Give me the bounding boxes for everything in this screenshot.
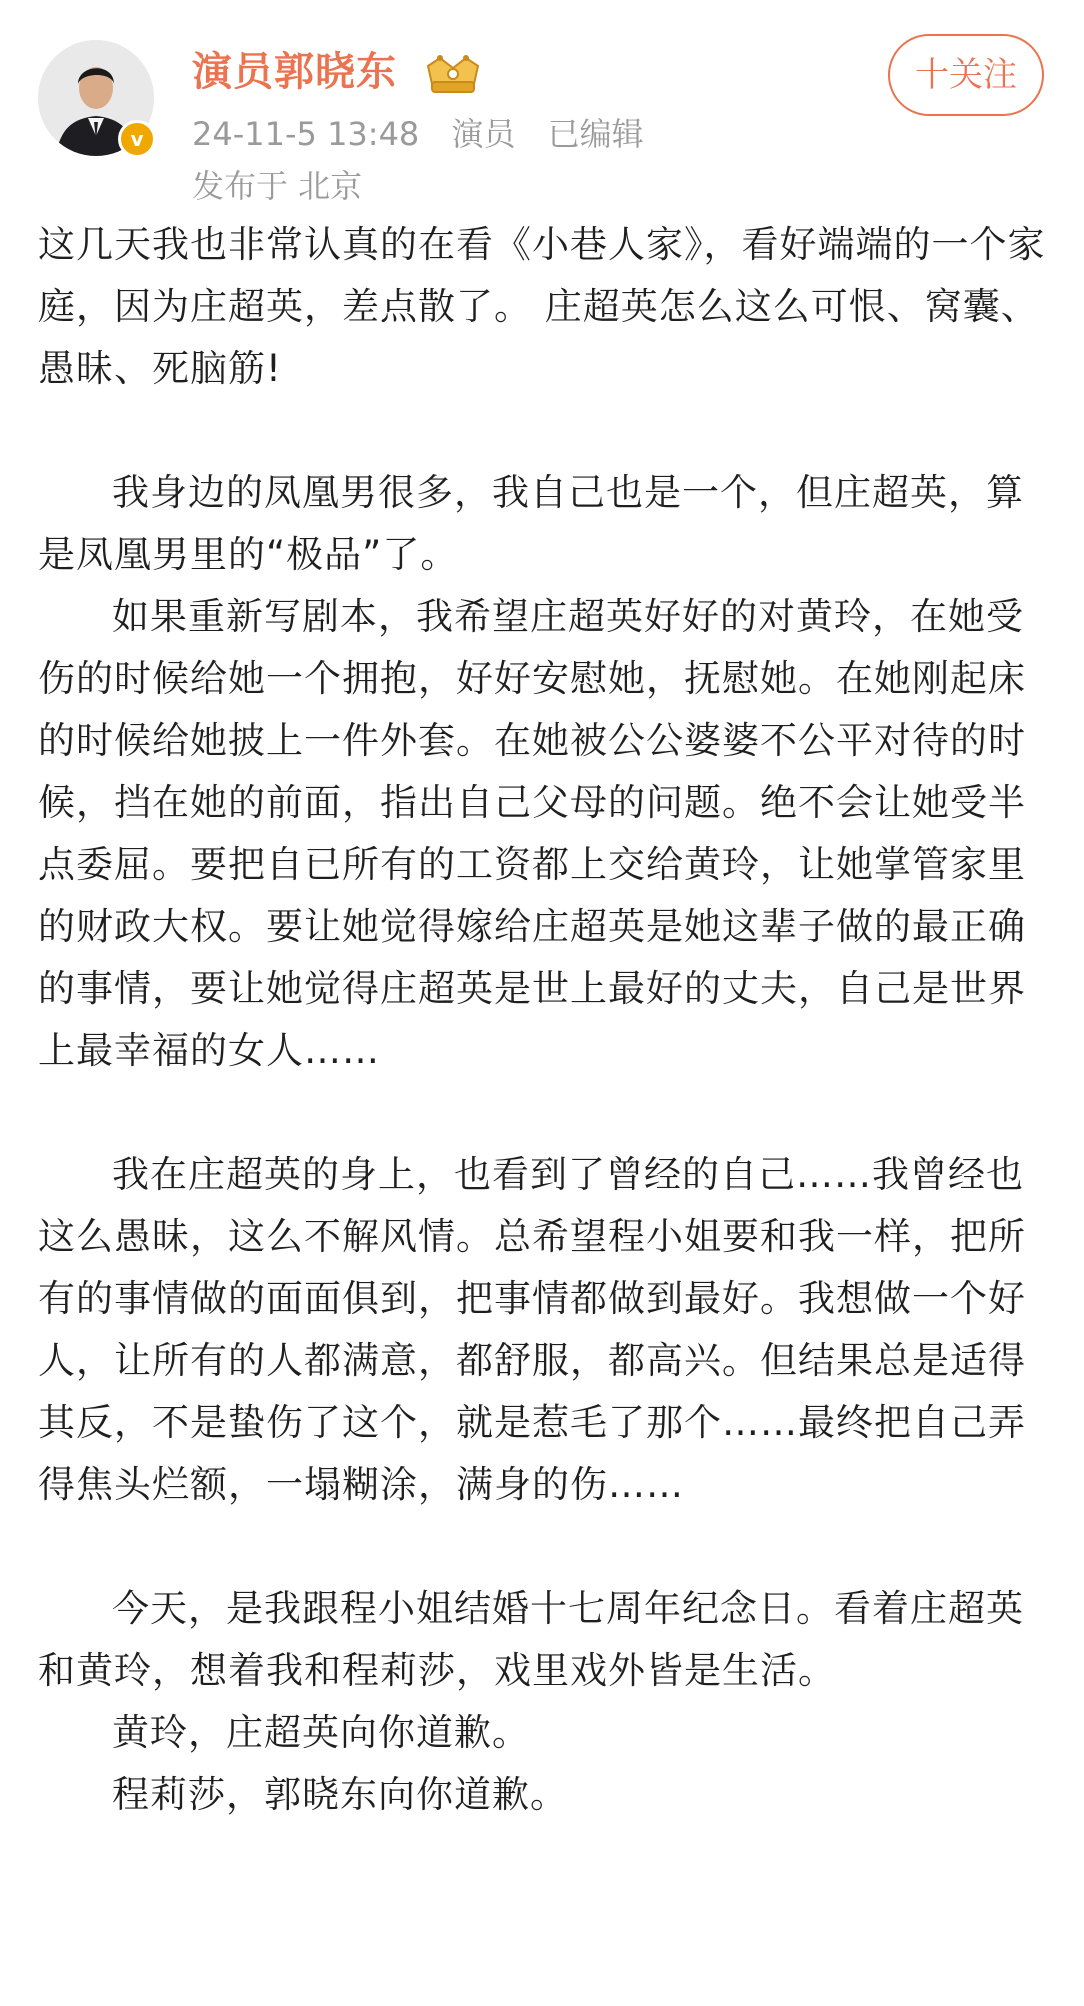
post-location: 发布于 北京 [192, 167, 363, 205]
edited-label[interactable]: 已编辑 [547, 115, 644, 153]
paragraph-spacer [38, 1082, 1048, 1144]
post-header [0, 0, 1084, 205]
paragraph-spacer [38, 400, 1048, 462]
post-paragraph: 我在庄超英的身上，也看到了曾经的自己……我曾经也这么愚昧，这么不解风情。总希望程小姐要和我一样，把所有的事情做的面面俱到，把事情都做到最好。我想做一个好人，让所有的人都满意，都舒服，都高兴。但结果总是适得其反，不是蛰伤了这个，就是惹毛了那个……最终把自己弄得焦头烂额，一塌糊涂，满身的伤…… [38, 1153, 1026, 1506]
post-paragraph: 程莉莎，郭晓东向你道歉。 [112, 1773, 568, 1816]
post-paragraph: 我身边的凤凰男很多，我自己也是一个，但庄超英，算是凤凰男里的“极品”了。 [38, 471, 1024, 576]
vip-crown-badge-icon [424, 52, 482, 96]
post-meta [192, 112, 666, 156]
post-paragraph: 如果重新写剧本，我希望庄超英好好的对黄玲，在她受伤的时候给她一个拥抱，好好安慰她，抚慰她。在她刚起床的时候给她披上一件外套。在她被公公婆婆不公平对待的时候，挡在她的前面，指出自己父母的问题。绝不会让她受半点委屈。要把自已所有的工资都上交给黄玲，让她掌管家里的财政大权。要让她觉得嫁给庄超英是她这辈子做的最正确的事情，要让她觉得庄超英是世上最好的丈夫，自己是世界上最幸福的女人…… [38, 595, 1026, 1072]
author-role: 演员 [451, 115, 516, 153]
follow-button[interactable]: 十关注 [888, 34, 1044, 116]
post-timestamp: 24-11-5 13:48 [192, 115, 420, 153]
post-paragraph: 今天，是我跟程小姐结婚十七周年纪念日。看着庄超英和黄玲，想着我和程莉莎，戏里戏外皆是生活。 [38, 1587, 1024, 1692]
verified-badge-icon: v [118, 120, 156, 158]
post-paragraph: 黄玲，庄超英向你道歉。 [112, 1711, 530, 1754]
paragraph-spacer [38, 1516, 1048, 1578]
username[interactable]: 演员郭晓东 [192, 49, 397, 95]
post-paragraph: 这几天我也非常认真的在看《小巷人家》，看好端端的一个家庭，因为庄超英，差点散了。 庄超英怎么这么可恨、窝囊、愚昧、死脑筋! [38, 223, 1046, 390]
post-content [38, 214, 1048, 1826]
